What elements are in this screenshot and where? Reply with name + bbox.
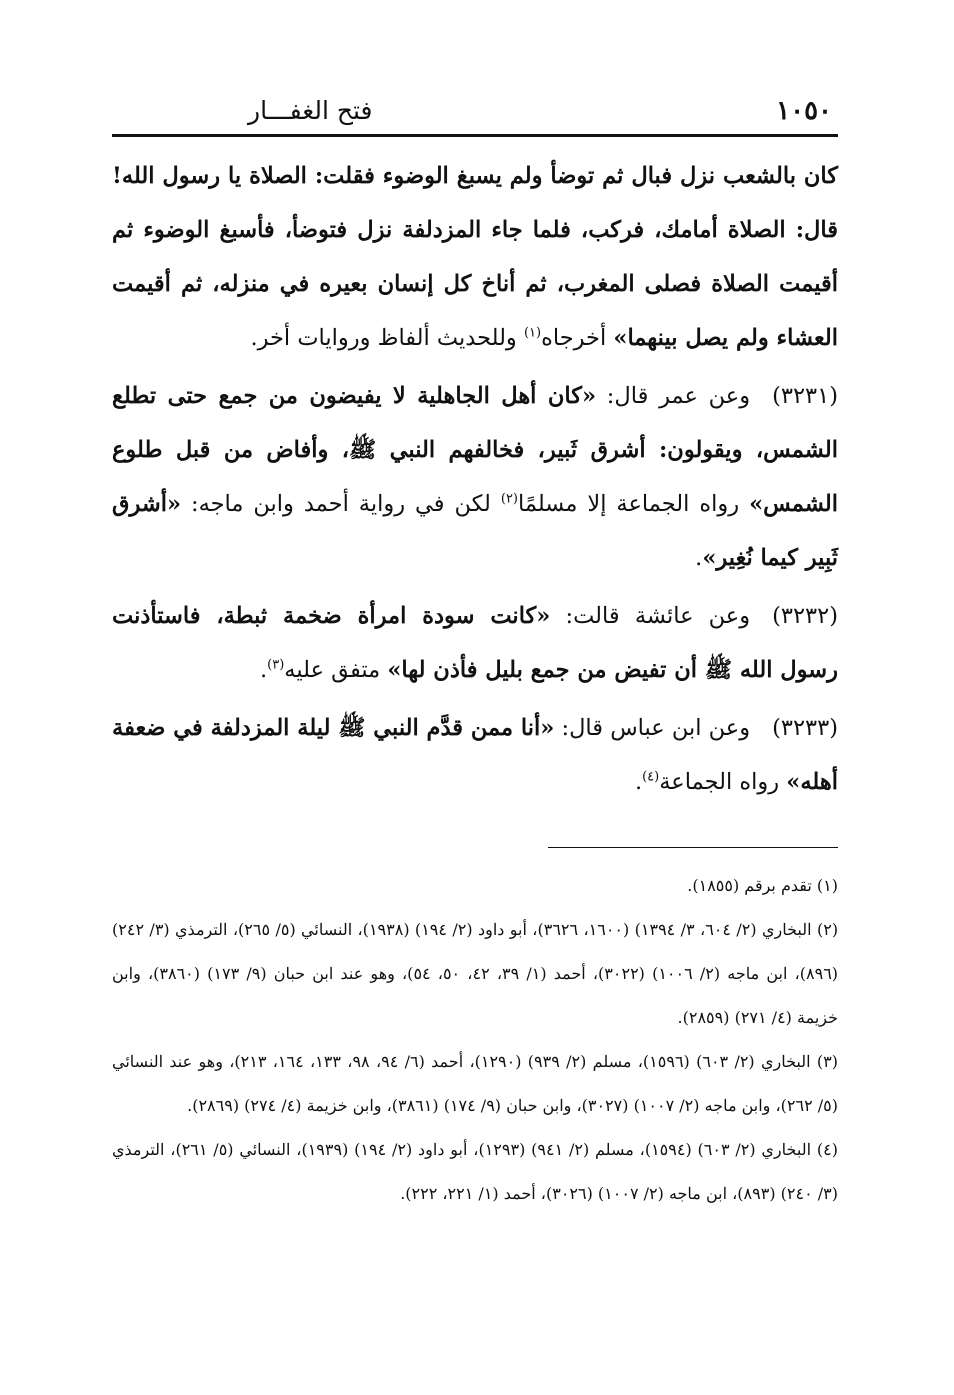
hadith-intro: وعن عمر قال: bbox=[596, 383, 751, 409]
hadith-intro: وعن عائشة قالت: bbox=[550, 603, 751, 629]
footnote-ref: (٤) bbox=[642, 769, 660, 785]
footnote-marker: (١) bbox=[816, 876, 838, 895]
header-rule bbox=[112, 134, 838, 137]
source-text: رواه الجماعة bbox=[659, 769, 787, 795]
period: . bbox=[695, 545, 703, 571]
hadith-quote: كان بالشعب نزل فبال ثم توضأ ولم يسبغ الوضوء فقلت: الصلاة يا رسول الله! قال: الصلاة أمامك، فركب، فلما جاء المزدلفة نزل فتوضأ، فأسبغ الوضوء ثم أقيمت الصلاة فصلى المغرب، ثم أناخ كل إنسان بعيره في منزله، ثم أقيمت العشاء ولم يصل بينهما» bbox=[112, 163, 838, 351]
footnote-1 bbox=[112, 864, 838, 908]
footnote-4 bbox=[112, 1128, 838, 1216]
period: . bbox=[634, 769, 643, 795]
hadith-intro: وعن ابن عباس قال: bbox=[554, 715, 751, 741]
hadith-quote: «كانت سودة امرأة ضخمة ثبطة، فاستأذنت رسول الله ﷺ أن تفيض من جمع بليل فأذن لها» bbox=[112, 603, 838, 683]
source-text: رواه الجماعة إلا مسلمًا bbox=[518, 491, 750, 517]
hadith-number: (٣٢٣٢) bbox=[772, 603, 838, 629]
footnote-marker: (٣) bbox=[816, 1052, 838, 1071]
footnotes bbox=[112, 864, 838, 1216]
footnote-text: البخاري (٢/ ٦٠٣) (١٥٩٦)، مسلم (٢/ ٩٣٩) (١٢٩٠)، أحمد (٦/ ٩٤، ٩٨، ١٣٣، ١٦٤، ٢١٣)، وهو عند النسائي (٥/ ٢٦٢)، وابن ماجه (٢/ ١٠٠٧) (٣٠٢٧)، وابن حبان (٩/ ١٧٤) (٣٨٦١)، وابن خزيمة (٤/ ٢٧٤) (٢٨٦٩). bbox=[112, 1052, 838, 1115]
footnote-ref: (٢) bbox=[500, 491, 518, 507]
running-title: فتح الغفـــار bbox=[248, 96, 373, 125]
footnote-marker: (٢) bbox=[816, 920, 839, 939]
hadith-quote: «كان أهل الجاهلية لا يفيضون من جمع حتى تطلع الشمس، ويقولون: أشرق ثَبير، فخالفهم النبي ﷺ، وأفاض من قبل طلوع الشمس» bbox=[112, 383, 838, 517]
source-text: أخرجاه bbox=[541, 325, 614, 351]
footnote-2 bbox=[112, 908, 838, 1040]
footnote-text: تقدم برقم (١٨٥٥). bbox=[687, 876, 812, 895]
footnote-text: البخاري (٢/ ٦٠٤، ٣/ ١٣٩٤) (١٦٠٠، ٣٦٢٦)، أبو داود (٢/ ١٩٤) (١٩٣٨)، النسائي (٥/ ٢٦٥)، الترمذي (٣/ ٢٤٢) (٨٩٦)، ابن ماجه (٢/ ١٠٠٦) (٣٠٢٢)، أحمد (١/ ٣٩، ٤٢، ٥٠، ٥٤)، وهو عند ابن حبان (٩/ ١٧٣) (٣٨٦٠)، وابن خزيمة (٤/ ٢٧١) (٢٨٥٩). bbox=[112, 920, 839, 1027]
hadith-quote: «أنا ممن قدَّم النبي ﷺ ليلة المزدلفة في ضعفة أهله» bbox=[112, 715, 838, 795]
hadith-3231 bbox=[112, 369, 838, 585]
page-number: ١٠٥٠ bbox=[776, 96, 832, 126]
hadith-number: (٣٢٣١) bbox=[772, 383, 839, 409]
footnote-ref: (٣) bbox=[267, 657, 285, 673]
hadith-3233 bbox=[112, 701, 838, 809]
footnote-text: البخاري (٢/ ٦٠٣) (١٥٩٤)، مسلم (٢/ ٩٤١) (١٢٩٣)، أبو داود (٢/ ١٩٤) (١٩٣٩)، النسائي (٥/ ٢٦١)، الترمذي (٣/ ٢٤٠) (٨٩٣)، ابن ماجه (٢/ ١٠٠٧) (٣٠٢٦)، أحمد (١/ ٢٢١، ٢٢٢). bbox=[112, 1140, 838, 1203]
source-text: متفق عليه bbox=[284, 657, 388, 683]
hadith-quote-variant: «أشرق ثَبِير كيما نُغِير» bbox=[112, 491, 838, 571]
paragraph-continuation bbox=[112, 149, 838, 365]
footnote-ref: (١) bbox=[523, 325, 542, 341]
source-text: وللحديث ألفاظ وروايات أخر. bbox=[250, 325, 524, 351]
main-text bbox=[112, 149, 838, 809]
book-page bbox=[112, 92, 838, 1216]
hadith-3232 bbox=[112, 589, 838, 697]
footnote-3 bbox=[112, 1040, 838, 1128]
source-text: لكن في رواية أحمد وابن ماجه: bbox=[181, 491, 501, 517]
hadith-number: (٣٢٣٣) bbox=[772, 715, 838, 741]
running-header bbox=[112, 92, 838, 130]
footnote-marker: (٤) bbox=[816, 1140, 838, 1159]
period: . bbox=[260, 657, 268, 683]
footnote-separator bbox=[548, 847, 838, 848]
